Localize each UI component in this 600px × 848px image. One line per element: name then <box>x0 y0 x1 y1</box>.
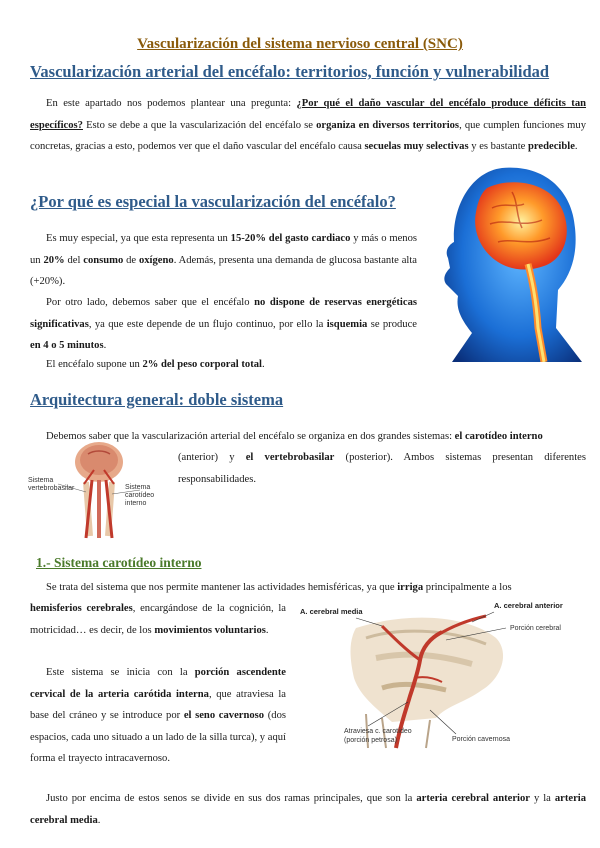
label-petrosa-2: (porción petrosa) <box>344 737 397 744</box>
label-vertebrobasilar: Sistema vertebrobasilar <box>28 477 75 492</box>
heading-carotideo: 1.- Sistema carotídeo interno <box>36 555 202 570</box>
heading-arquitectura: Arquitectura general: doble sistema <box>30 390 284 409</box>
paragraph-ramas: Justo por encima de estos senos se divide en sus dos ramas principales, que son la arteria cerebral anterior y la arteria cerebral media. <box>30 793 587 826</box>
carotid-anatomy-image <box>296 598 588 750</box>
paragraph-intro: En este apartado nos podemos plantear una pregunta: ¿Por qué el daño vascular del encéfalo produce déficits tan específicos? Esto se debe a que la vascularización del encéfalo se organiza en diversos territorios, que cumplen funciones muy concretas, gracias a esto, podemos ver que el daño vascular del encéfalo causa secuelas muy selectivas y es bastante predecible. <box>30 98 587 152</box>
paragraph-doble-sistema-line1: Debemos saber que la vascularización arterial del encéfalo se organiza en dos grandes sistemas: el carotídeo interno <box>46 431 543 442</box>
label-porcion-cavernosa: Porción cavernosa <box>452 736 510 743</box>
paragraph-reservas: Por otro lado, debemos saber que el encéfalo no dispone de reservas energéticas significativas, ya que este depende de un flujo continuo, por ello la isquemia se produce en 4 o 5 minutos. <box>30 297 417 351</box>
paragraph-carotideo-rest: hemisferios cerebrales, encargándose de la cognición, la motricidad… es decir, de los movimientos voluntarios. <box>30 603 287 636</box>
heading-especial: ¿Por qué es especial la vascularización del encéfalo? <box>30 192 396 211</box>
label-acm: A. cerebral media <box>300 607 363 616</box>
heading-territorios: Vascularización arterial del encéfalo: territorios, función y vulnerabilidad <box>30 62 550 81</box>
paragraph-porcion-ascendente: Este sistema se inicia con la porción ascendente cervical de la arteria carótida interna, que atraviesa la base del cráneo y se introduce por el seno cavernoso (dos espacios, cada uno situado a un lado de la silla turca), y aquí forma el trayecto intracavernoso. <box>30 667 286 764</box>
paragraph-peso: El encéfalo supone un 2% del peso corporal total. <box>46 359 265 370</box>
label-petrosa-1: Atraviesa c. carotídeo <box>344 728 412 735</box>
document-title: Vascularización del sistema nervioso central (SNC) <box>137 36 463 52</box>
label-porcion-cerebral: Porción cerebral <box>510 625 561 632</box>
label-aca: A. cerebral anterior <box>494 601 563 610</box>
paragraph-especial: Es muy especial, ya que esta representa un 15-20% del gasto cardiaco y más o menos un 20% del consumo de oxígeno. Además, presenta una demanda de glucosa bastante alta (+20%). <box>30 233 417 287</box>
paragraph-doble-sistema-rest: (anterior) y el vertebrobasilar (posterior). Ambos sistemas presentan diferentes responsabilidades. <box>178 452 586 485</box>
paragraph-carotideo-line1: Se trata del sistema que nos permite mantener las actividades hemisféricas, ya que irriga principalmente a los <box>46 582 512 593</box>
label-carotideo: Sistema carotídeo interno <box>125 484 155 507</box>
brain-head-image <box>432 158 587 362</box>
